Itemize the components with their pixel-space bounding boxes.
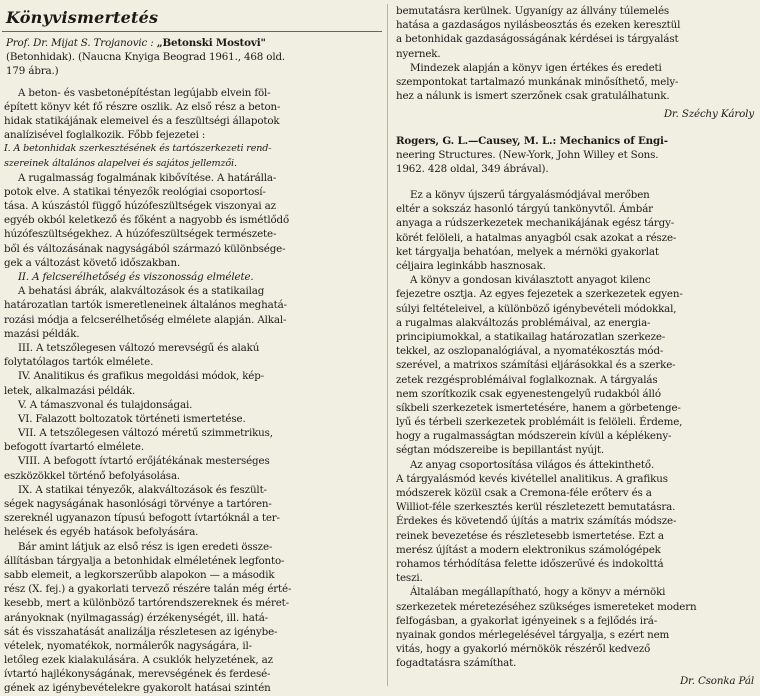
chapter-2-text: mazási példák. <box>4 327 80 340</box>
review-2-p3-line: merész újítást a modern elektronikus számológépek <box>396 543 661 556</box>
chapter-list-line: III. A tetszőlegesen változó merevségű és alakú <box>18 341 260 354</box>
chapter-list-line: eszközökkel történő befolyásolása. <box>4 469 181 482</box>
chapter-1-text: egyéb okból keletkező és főként a nagyobb és ismétlődő <box>4 214 290 227</box>
review-2-p4-line: vitás, hogy a gyakorló mérnökök részéről kedvező <box>396 643 651 656</box>
review-2-p2-line: ségtan módszereibe is bepillantást nyújt. <box>396 444 605 457</box>
review-1-author: Prof. Dr. Mijat S. Trojanovic : <box>6 37 154 49</box>
review-2-p2-line: súlyi feltételeivel, a különböző igénybevételi módokkal, <box>396 302 677 315</box>
review-2-p1-line: körét felöleli, a hatalmas anyagból csak azokat a része- <box>396 231 677 244</box>
chapter-2-text: határozatlan tartók ismeretleneinek általános meghatá- <box>4 299 287 312</box>
review-2-p1-line: céljaira leginkább hasznosak. <box>396 260 546 272</box>
chapter-1-text: gek a változást követő időszakban. <box>4 256 181 269</box>
right-column <box>390 0 758 689</box>
conclusion-line: sabb elemeit, a legkorszerűbb alapokon — a második <box>4 568 275 581</box>
review-2-p4-line: Általában megállapítható, hogy a könyv a mérnöki <box>410 586 666 599</box>
intro-line: hidak statikájának elemeivel és a feszültségi állapotok <box>4 114 280 127</box>
review-2-p4-line: felfogásban, a gyakorlat igényeinek s a fejlődés irá- <box>396 614 658 627</box>
review-2-signature: Dr. Csonka Pál <box>679 675 754 688</box>
chapter-1-text: potok elve. A statikai tényezők reológiai csoportosí- <box>4 185 266 198</box>
chapter-list-line: IV. Analitikus és grafikus megoldási módok, kép- <box>18 370 265 383</box>
review-2-p4-line: szerkezetek méretezéséhez szükséges ismereteket modern <box>396 600 697 613</box>
conclusion-line: ívtartó hajlékonyságának, merevségének és ferdesé- <box>4 668 271 681</box>
review-1-signature: Dr. Széchy Károly <box>663 108 754 121</box>
chapter-list-line: IX. A statikai tényezők, alakváltozások és feszült- <box>18 483 267 496</box>
section-title: Könyvismertetés <box>6 8 159 27</box>
conclusion-line: letőleg ezek kialakulására. A csuklók helyzetének, az <box>4 654 273 667</box>
closing-line: hez a nálunk is ismert szerzőnek csak gratulálhatunk. <box>396 90 670 103</box>
review-2-p1-line: eltér a sokszáz hasonló tárgyú tankönyvtől. Ámbár <box>396 203 653 216</box>
conclusion-line: arányoknak (nyilmagasság) érzékenységét, ill. hatá- <box>4 611 269 624</box>
review-2-header-line: Rogers, G. L.—Causey, M. L.: Mechanics of Engi- <box>396 134 668 147</box>
review-2-p1-line: anyaga a rúdszerkezetek mechanikájának egész tárgy- <box>396 217 675 230</box>
chapter-2-text: rozási módja a felcserélhetőség elmélete alapján. Alkal- <box>4 313 287 326</box>
review-2-p3-line: A tárgyalásmód kevés kivétellel analitikus. A grafikus <box>396 472 668 485</box>
conclusion-line: állításban tárgyalja a betonhidak elméletének legfonto- <box>4 554 285 567</box>
review-2-header-line: neering Structures. (New-York, John Willey et Sons. <box>396 148 659 161</box>
intro-line: A beton- és vasbetonépítéstan legújabb elvein föl- <box>18 86 271 99</box>
review-2-p2-line: A könyv a gondosan kiválasztott anyagot kilenc <box>410 274 651 287</box>
chapter-1-heading: szereinek általános alapelvei és sajátos jellemzői. <box>4 157 237 169</box>
intro-line: analízisével foglalkozik. Főbb fejezetei : <box>4 129 206 142</box>
review-2-p2-line: principiumokkal, a statikailag határozatlan szerkeze- <box>396 330 666 343</box>
chapter-list-line: VIII. A befogott ívtartó erőjátékának mesterséges <box>18 455 270 468</box>
review-2-p2-line: lyű és térbeli szerkezetek problémáit is felöleli. Érdeme, <box>396 416 683 429</box>
chapter-1-text: A rugalmasság fogalmának kibővítése. A határálla- <box>18 171 277 184</box>
chapter-list-line: befogott ívartartó elmélete. <box>4 441 144 454</box>
review-2-p2-line: síkbeli szerkezetek ismertetésére, hanem a görbetenge- <box>396 401 681 414</box>
chapter-2-text: A behatási ábrák, alakváltozások és a statikailag <box>18 285 265 298</box>
chapter-list-line: VI. Falazott boltozatok történeti ismertetése. <box>18 412 246 425</box>
chapter-list-line: helések és egyéb hatások befolyására. <box>4 526 199 539</box>
review-2-p1-line: ket tárgyalja behatóan, melyek a mérnöki gyakorlat <box>396 245 659 258</box>
title-rule <box>2 31 382 32</box>
review-2-p3-line: Érdekes és követendő újítás a matrix számítás módsze- <box>396 515 677 528</box>
chapter-list-line: ségek nagyságának hasonlósági törvénye a tartóren- <box>4 498 272 510</box>
review-2-p2-line: a rugalmas alakváltozás problémáival, az energia- <box>396 316 651 329</box>
chapter-2-heading: II. A felcserélhetőség és viszonosság elmélete. <box>18 271 254 283</box>
chapter-1-text: húzófeszültségekhez. A húzófeszültségek természete- <box>4 228 277 241</box>
review-2-p4-line: fogadtatásra számíthat. <box>396 657 517 670</box>
review-2-p3-line: rohamos térhódítása felette időszerűvé és indokolttá <box>396 557 664 570</box>
review-2-p2-line: zetek rezgésproblémáival foglalkoznak. A tárgyalás <box>396 373 658 386</box>
conclusion-line: kesebb, mert a különböző tartórendszereknek és méret- <box>4 597 289 610</box>
conclusion-line: sát és visszahatását analizálja részletesen az igénybe- <box>4 625 278 638</box>
review-1 <box>4 36 386 696</box>
review-1-header-line: 179 ábra.) <box>6 65 59 78</box>
review-2-p3-line: reinek bevezetése és részletesebb ismertetése. Ezt a <box>396 529 664 542</box>
review-2-header-line: 1962. 428 oldal, 349 ábrával). <box>396 162 549 175</box>
review-1-book-title: „Betonski Mostovi" <box>156 37 266 49</box>
chapter-list-line: folytatólagos tartók elmélete. <box>4 356 154 369</box>
review-2-p2-line: szerével, a matrixos számítási eljárásokkal és a szerke- <box>396 359 676 372</box>
closing-line: Mindezek alapján a könyv igen értékes és eredeti <box>410 61 662 74</box>
column-divider <box>387 4 388 686</box>
review-2-p3-line: Az anyag csoportosítása világos és áttekinthető. <box>410 458 655 471</box>
continued-line: a betonhidak gazdaságosságának kérdései is tárgyalást <box>396 33 679 46</box>
review-1-continued <box>396 4 758 689</box>
chapter-1-text: tása. A kúszástól függő húzófeszültségek viszonyai az <box>4 200 276 213</box>
intro-line: épített könyv két fő részre oszlik. Az első rész a beton- <box>4 100 281 113</box>
continued-line: nyernek. <box>396 47 441 60</box>
chapter-list-line: VII. A tetszőlegesen változó méretű szimmetrikus, <box>18 427 273 440</box>
conclusion-line: Bár amint látjuk az első rész is igen eredeti össze- <box>18 540 273 553</box>
conclusion-line: gének az igénybevételekre gyakorolt hatásai szintén <box>4 682 271 695</box>
conclusion-line: rész (X. fej.) a gyakorlati tervező részére talán még érté- <box>4 583 292 596</box>
chapter-1-heading: I. A betonhidak szerkesztésének és tartószerkezeti rend- <box>4 143 272 155</box>
chapter-list-line: letek, alkalmazási példák. <box>4 384 136 397</box>
review-2-p3-line: Williot-féle szerkesztés kerül részletezett bemutatásra. <box>396 501 676 514</box>
review-2-p4-line: nyainak gondos mérlegelésével tárgyalja, s ezért nem <box>396 628 670 641</box>
continued-line: hatása a gazdaságos nyilásbeosztás és ezeken keresztül <box>396 19 681 32</box>
continued-line: bemutatásra kerülnek. Ugyanígy az állvány túlemelés <box>396 5 670 17</box>
review-1-header-line <box>4 36 386 50</box>
review-2-p3-line: módszerek közül csak a Cremona-féle erőterv és a <box>396 487 652 499</box>
closing-line: szempontokat tartalmazó munkának minősíthető, mely- <box>396 75 679 88</box>
chapter-list-line: V. A támaszvonal és tulajdonságai. <box>18 398 193 411</box>
review-2-p2-line: fejezetre osztja. Az egyes fejezetek a szerkezetek egyen- <box>396 288 683 301</box>
chapter-1-text: ből és változásának nagyságából származó különbsége- <box>4 242 286 255</box>
review-1-header-line: (Betonhidak). (Naucna Knyiga Beograd 1961., 468 old. <box>6 51 286 64</box>
review-2-p2-line: hogy a rugalmasságtan módszerein kívül a képlékeny- <box>396 430 672 443</box>
conclusion-line: vételek, nyomatékok, normálerők nagyságára, il- <box>4 639 252 652</box>
review-2-p2-line: nem szorítkozik csak egyenestengelyű rudakból álló <box>396 387 661 400</box>
review-2-p2-line: tekkel, az oszlopanalógiával, a nyomatékosztás mód- <box>396 345 664 358</box>
review-2-p1-line: Ez a könyv újszerű tárgyalásmódjával merőben <box>410 189 650 202</box>
chapter-list-line: szereknél ugyanazon típusú befogott ívtartóknál a ter- <box>4 512 280 525</box>
review-2-p3-line: teszi. <box>396 572 423 585</box>
